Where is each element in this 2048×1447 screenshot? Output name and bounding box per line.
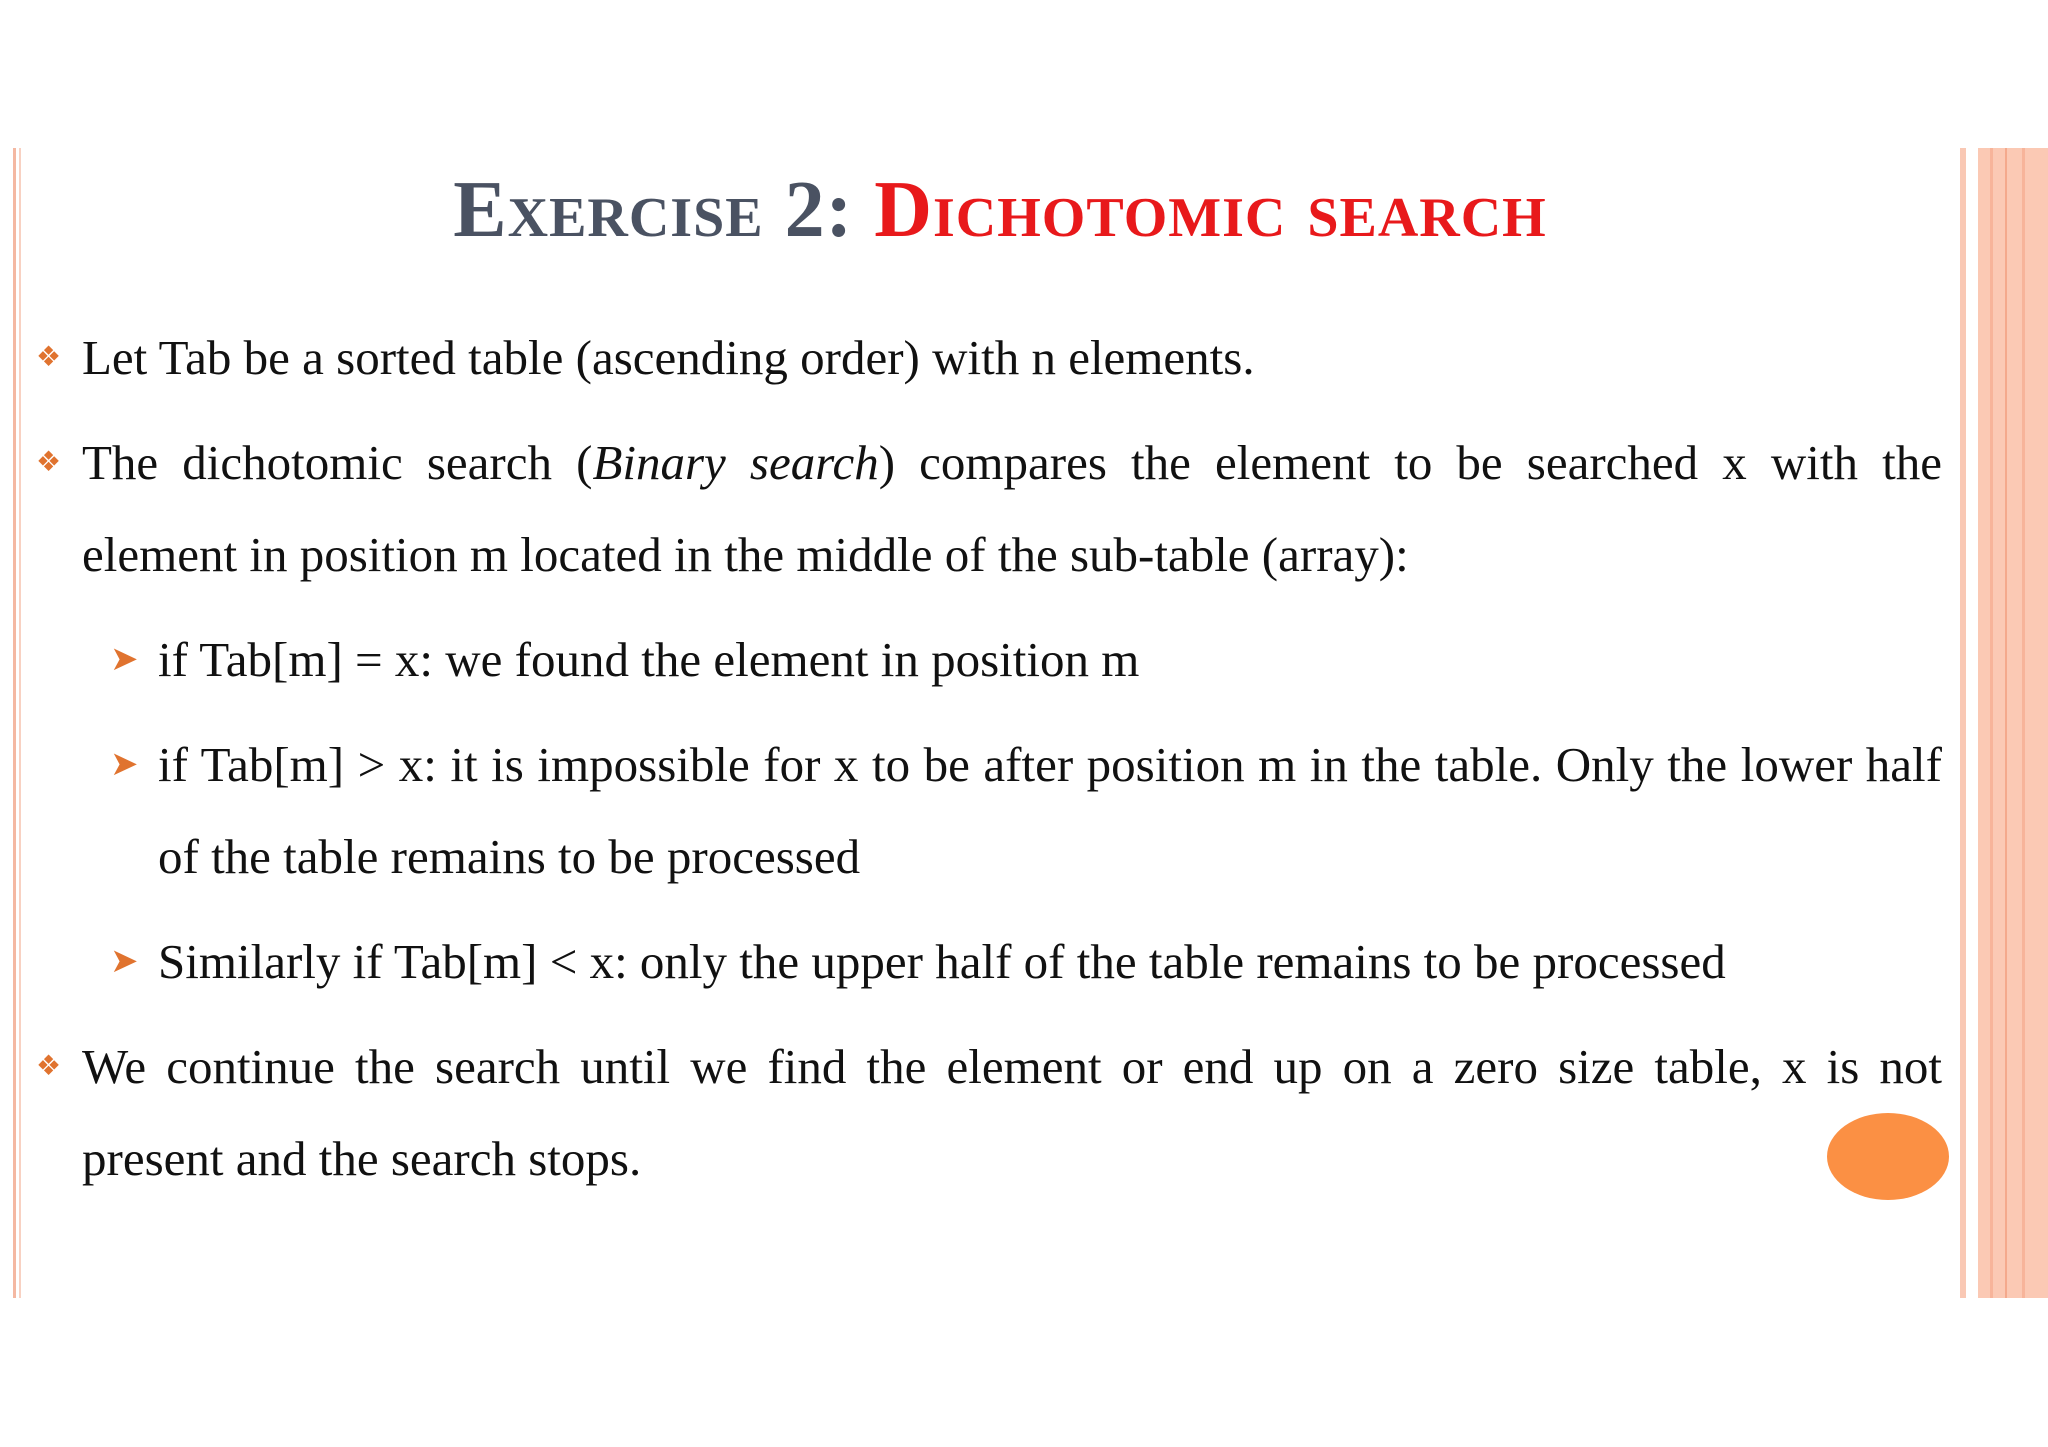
slide-title: [0, 160, 2000, 260]
diamond-dots-icon: ❖: [36, 447, 62, 478]
title-main: Dichotomic search: [874, 166, 1547, 254]
sub-bullet-text: if Tab[m] > x: it is impossible for x to be after position m in the table. Only the lower half of the table remains to be processed: [158, 737, 1942, 884]
bullet-text: We continue the search until we find the element or end up on a zero size table, x is not present and the search stops.: [82, 1039, 1942, 1186]
bullet-text-italic: Binary search: [592, 435, 879, 490]
laser-pointer-icon: [1827, 1113, 1949, 1200]
diamond-dots-icon: ❖: [36, 1051, 62, 1082]
right-decor-band: [1978, 148, 2048, 1298]
arrowhead-icon: ➤: [110, 746, 139, 783]
bullet-item: [36, 417, 1942, 601]
sub-bullet-item: [82, 614, 1942, 706]
right-decor-stripe: [2005, 148, 2007, 1298]
arrowhead-icon: ➤: [110, 943, 139, 980]
bullet-text-part: The dichotomic search (: [82, 435, 593, 490]
slide-body: [36, 312, 1942, 1218]
right-decor-stripe: [2022, 148, 2025, 1298]
bullet-item: [36, 1021, 1942, 1205]
sub-bullet-item: [82, 719, 1942, 903]
arrowhead-icon: ➤: [110, 641, 139, 678]
left-border-line: [13, 148, 16, 1298]
sub-bullet-item: [82, 916, 1942, 1008]
title-prefix: Exercise 2:: [453, 166, 875, 254]
bullet-item: [36, 312, 1942, 404]
left-border-line-inner: [19, 148, 21, 1298]
sub-bullet-text: Similarly if Tab[m] < x: only the upper half of the table remains to be processed: [158, 934, 1726, 989]
bullet-text-part: ) compares the element to be searched x with the element in position m located in the middle of the sub-table (array):: [82, 435, 1942, 582]
diamond-dots-icon: ❖: [36, 342, 62, 373]
right-decor-stripe: [1990, 148, 1993, 1298]
sub-bullet-text: if Tab[m] = x: we found the element in position m: [158, 632, 1140, 687]
bullet-text: Let Tab be a sorted table (ascending order) with n elements.: [82, 330, 1255, 385]
right-border-line: [1960, 148, 1966, 1298]
